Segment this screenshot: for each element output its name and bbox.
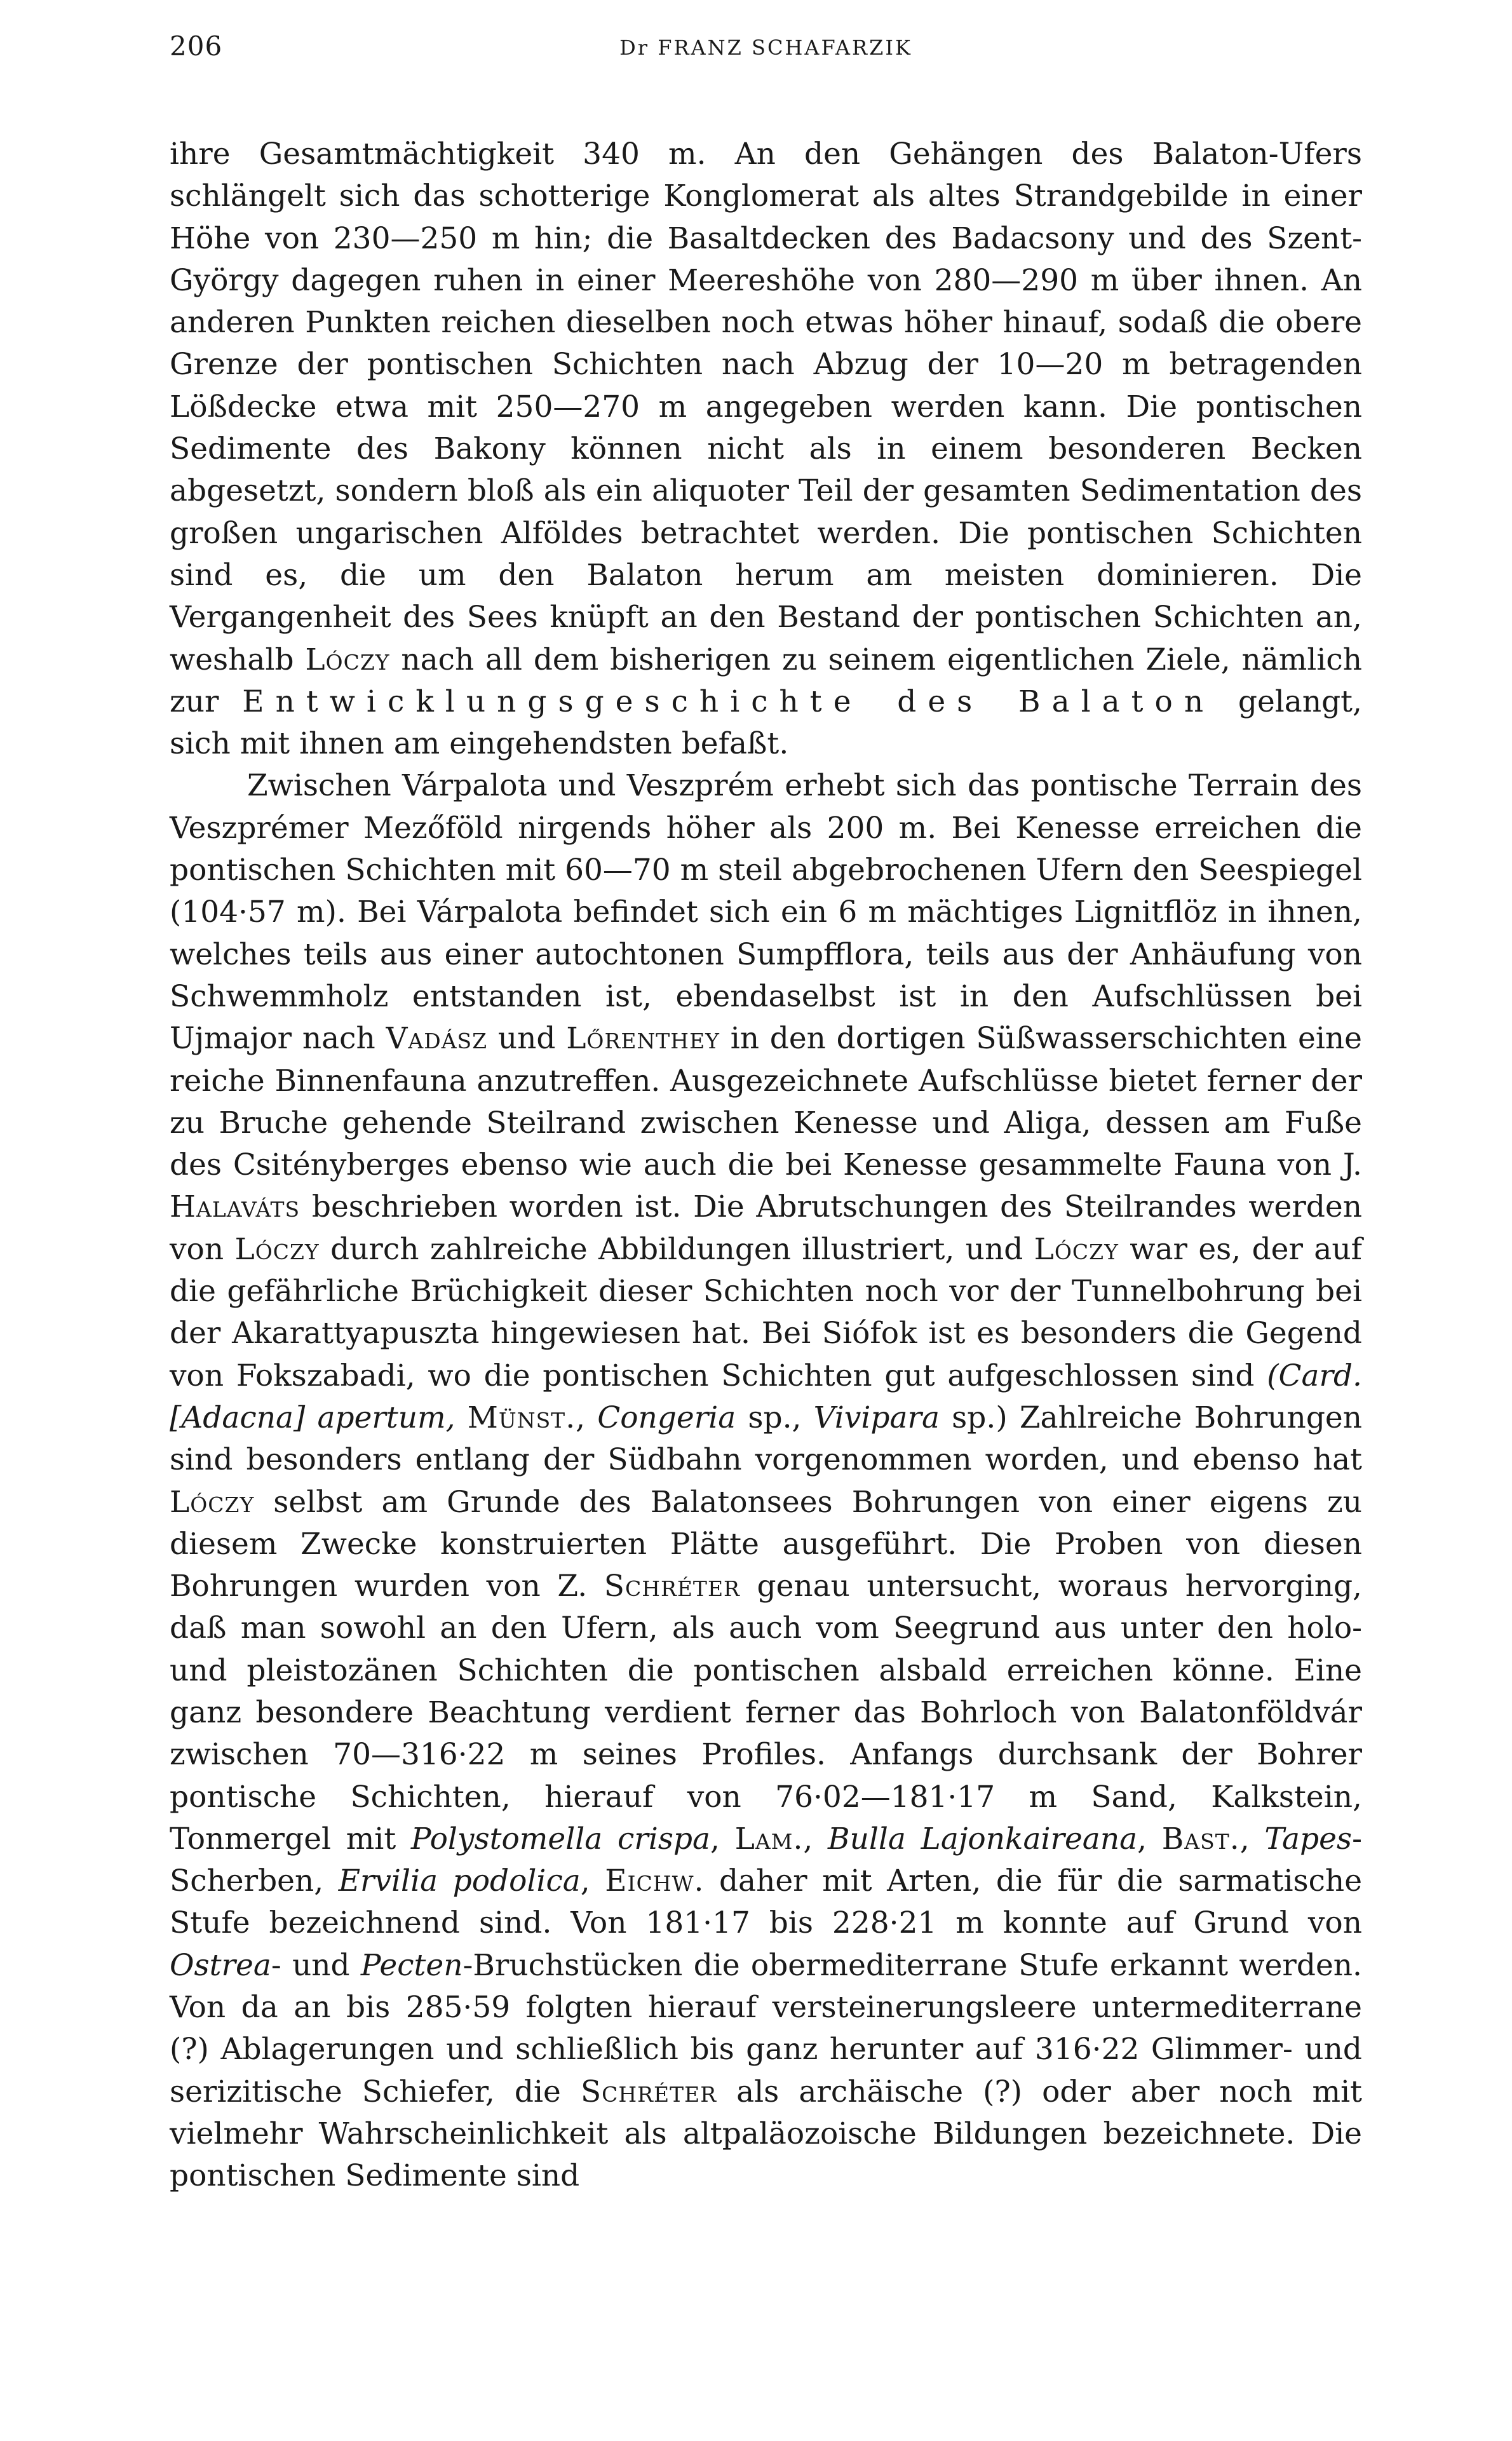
text-span: -Bruchstücken die obermediterrane Stufe erkannt werden. Von da an bis 285·59 folgten hierauf versteinerungsleere untermediterrane (?) Ablagerungen und schließlich bis ganz herunter auf 316·22 Glimmer- und serizitische Schiefer, die (170, 1947, 1362, 2109)
text-span: Zwischen Várpalota und Veszprém erhebt sich das pontische Terrain des Veszprémer Mezőföld nirgends höher als 200 m. Bei Kenesse erreichen die pontischen Schichten mit 60—70 m steil abgebrochenen Ufern den Seespiegel (104·57 m). Bei Várpalota befindet sich ein 6 m mächtiges Lignitflöz in ihnen, welches teils aus einer autochtonen Sumpfflora, teils aus der Anhäufung von Schwemmholz entstanden ist, ebendaselbst ist in den Aufschlüssen bei Ujmajor nach (170, 768, 1362, 1057)
text-span-sc: Eichw. (605, 1863, 705, 1899)
text-span: - und (271, 1947, 361, 1983)
text-span-it: Tapes (1264, 1821, 1353, 1856)
text-span-it: Congeria (597, 1400, 736, 1435)
text-span-sc: Lóczy (170, 1484, 255, 1520)
text-span: durch zahlreiche Abbildungen illustriert, und (319, 1231, 1034, 1267)
page-number: 206 (170, 30, 223, 62)
text-span-sc: Lam. (734, 1821, 804, 1856)
text-span-it: Pecten (360, 1947, 463, 1983)
text-span: ihre Gesamtmächtigkeit 340 m. An den Gehängen des Balaton-Ufers schlängelt sich das schotterige Konglomerat als altes Strandgebilde in einer Höhe von 230—250 m hin; die Basaltdecken des Badacsony und des Szent-György dagegen ruhen in einer Meereshöhe von 280—290 m über ihnen. An anderen Punkten reichen dieselben noch etwas höher hinauf, sodaß die obere Grenze der pontischen Schichten nach Abzug der 10—20 m betragenden Lößdecke etwa mit 250—270 m angegeben werden kann. Die pontischen Sedimente des Bakony können nicht als in einem besonderen Becken abgesetzt, sondern bloß als ein aliquoter Teil der gesamten Sedimentation des großen ungarischen Alföldes betrachtet werden. Die pontischen Schichten sind es, die um den Balaton herum am meisten dominieren. Die Vergangenheit des Sees knüpft an den Bestand der pontischen Schichten an, weshalb (170, 137, 1362, 677)
text-span: gelangt, sich mit ihnen am eingehendsten befaßt. (170, 684, 1362, 762)
text-span-it: Ostrea (170, 1947, 271, 1983)
text-span-sc: Lőrenthey (566, 1021, 720, 1057)
text-span-sc: Schréter (580, 2074, 717, 2109)
text-span: , (576, 1400, 598, 1435)
text-span-it: Polystomella crispa (410, 1821, 711, 1856)
text-span-sc: Lóczy (234, 1231, 320, 1267)
text-span: , (1239, 1821, 1265, 1856)
text-span-sc: Lóczy (305, 642, 390, 677)
text-span-it: (Card. [Adacna] apertum, (170, 1358, 1362, 1435)
text-span: -Scherben, (170, 1821, 1362, 1899)
text-span-sp: Entwicklungsgeschichte des Balaton (242, 684, 1215, 719)
text-span: beschrieben worden ist. Die Abrutschungen des Steilrandes werden von (170, 1189, 1362, 1267)
text-span: in den dortigen Süßwasserschichten eine reiche Binnenfauna anzutreffen. Ausgezeichnete Aufschlüsse bietet ferner der zu Bruche gehende Steilrand zwischen Kenesse und Aliga, dessen am Fuße des Csitényberges ebenso wie auch die bei Kenesse gesammelte Fauna von J. (170, 1021, 1362, 1183)
text-span: , (1137, 1821, 1162, 1856)
text-span-sc: Halaváts (170, 1189, 300, 1225)
text-span: sp., (736, 1400, 814, 1435)
paragraph (170, 133, 1362, 765)
text-span-it: Ervilia podolica (338, 1863, 581, 1899)
page-header (170, 30, 1362, 75)
text-span: selbst am Grunde des Balatonsees Bohrungen von einer eigens zu diesem Zwecke konstruierten Plätte ausgeführt. Die Proben von diesen Bohrungen wurden von Z. (170, 1484, 1362, 1604)
text-span-sc: Lóczy (1034, 1231, 1119, 1267)
text-span: als archäische (?) oder aber noch mit vielmehr Wahrscheinlichkeit als altpaläozoische Bildungen bezeichnete. Die pontischen Sedimente sind (170, 2074, 1363, 2194)
text-span-sc: Bast. (1161, 1821, 1240, 1856)
text-span-it: Bulla Lajonkaireana (828, 1821, 1138, 1856)
text-span: genau untersucht, woraus hervorging, daß man sowohl an den Ufern, als auch vom Seegrund aus unter den holo- und pleistozänen Schichten die pontischen alsbald erreichen könne. Eine ganz besondere Beachtung verdient ferner das Bohrloch von Balatonföldvár zwischen 70—316·22 m seines Profiles. Anfangs durchsank der Bohrer pontische Schichten, hierauf von 76·02—181·17 m Sand, Kalkstein, Tonmergel mit (170, 1569, 1362, 1856)
page (170, 30, 1362, 2198)
text-span: , (710, 1821, 735, 1856)
text-span: und (487, 1021, 567, 1057)
text-span-sc: Münst. (467, 1400, 576, 1435)
text-span-sc: Vadász (386, 1021, 488, 1057)
text-span (456, 1400, 468, 1435)
paragraph (170, 765, 1362, 2197)
text-span: war es, der auf die gefährliche Brüchigkeit dieser Schichten noch vor der Tunnelbohrung bei der Akarattyapuszta hingewiesen hat. Bei Siófok ist es besonders die Gegend von Fokszabadi, wo die pontischen Schichten gut aufgeschlossen sind (170, 1231, 1362, 1393)
running-head: Dr FRANZ SCHAFARZIK (619, 36, 912, 60)
body-text (170, 133, 1362, 2198)
text-span: sp.) Zahlreiche Bohrungen sind besonders entlang der Südbahn vorgenommen worden, und ebenso hat (170, 1400, 1362, 1478)
text-span: , (580, 1863, 605, 1899)
text-span: nach all dem bisherigen zu seinem eigentlichen Ziele, nämlich zur (170, 642, 1362, 719)
text-span: daher mit Arten, die für die sarmatische Stufe bezeichnend sind. Von 181·17 bis 228·21 m konnte auf Grund von (170, 1863, 1363, 1941)
text-span-it: Vivipara (813, 1400, 940, 1435)
text-span: , (803, 1821, 828, 1856)
text-span-sc: Schréter (604, 1569, 740, 1604)
